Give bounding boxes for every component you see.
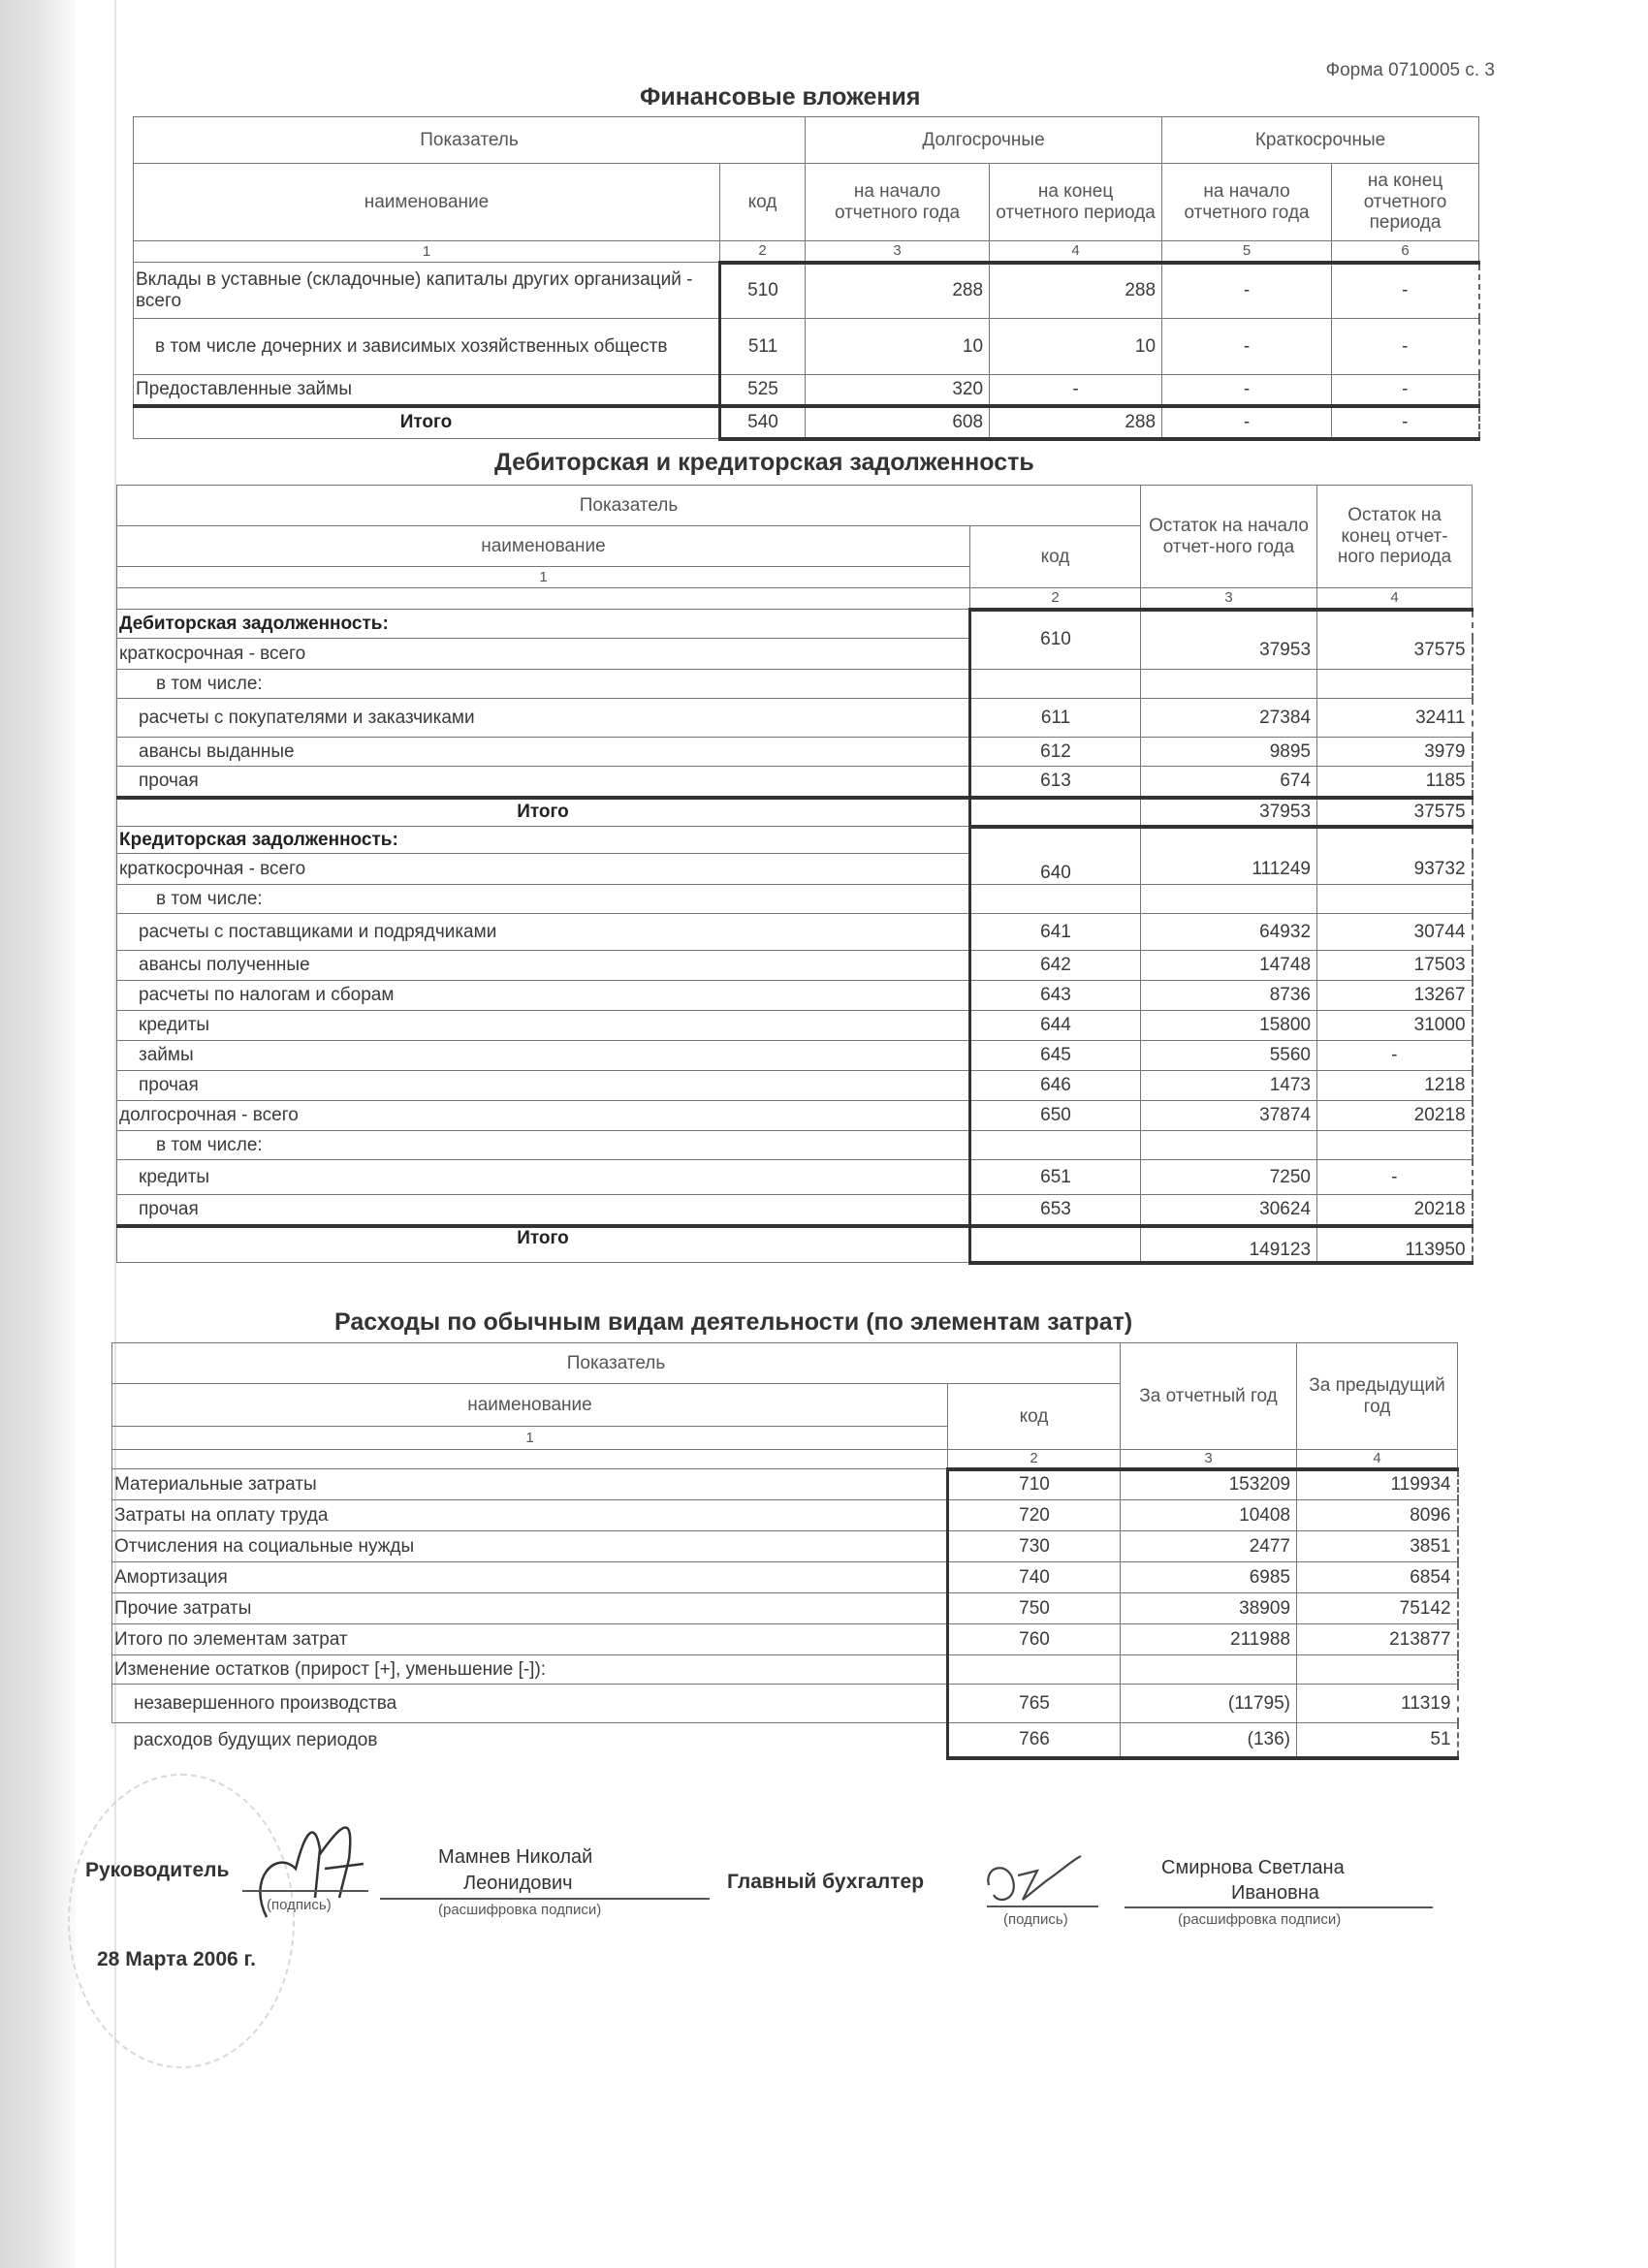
head-name-line — [380, 1898, 710, 1900]
header-short-term: Краткосрочные — [1162, 117, 1479, 164]
row-end: 93732 — [1317, 827, 1473, 885]
col-index: 3 — [1121, 1450, 1297, 1469]
row-lt-end: - — [990, 375, 1162, 406]
table-row — [117, 1071, 1473, 1101]
row-name: краткосрочная - всего — [117, 854, 970, 885]
row-start: 15800 — [1141, 1011, 1317, 1041]
accountant-signature-line — [987, 1906, 1098, 1907]
row-current: (136) — [1121, 1723, 1297, 1758]
row-st-end: - — [1332, 406, 1479, 439]
row-name: прочая — [117, 1195, 970, 1226]
row-name: прочая — [117, 1071, 970, 1101]
row-end: 37575 — [1317, 610, 1473, 670]
row-code: 760 — [948, 1624, 1121, 1655]
accountant-decode-caption: (расшифровка подписи) — [1178, 1911, 1342, 1928]
receivables-heading: Дебиторская задолженность: — [117, 610, 970, 639]
col-index: 4 — [1317, 588, 1473, 610]
fin-investments-title: Финансовые вложения — [640, 83, 921, 110]
table-row — [112, 1685, 1458, 1723]
row-lt-start: 608 — [806, 406, 990, 439]
row-start: 14748 — [1141, 951, 1317, 981]
row-previous: 75142 — [1297, 1593, 1458, 1624]
head-name-line2: Леонидович — [463, 1873, 573, 1894]
fin-investments-table — [133, 116, 1480, 441]
head-label: Руководитель — [85, 1859, 230, 1881]
table-row — [117, 914, 1473, 951]
row-start: 64932 — [1141, 914, 1317, 951]
row-lt-end: 288 — [990, 406, 1162, 439]
row-end: 17503 — [1317, 951, 1473, 981]
table-row — [117, 1160, 1473, 1195]
row-code: 750 — [948, 1593, 1121, 1624]
row-name: Прочие затраты — [112, 1593, 948, 1624]
row-end: 13267 — [1317, 981, 1473, 1011]
header-code: код — [970, 526, 1141, 588]
header-code: код — [720, 164, 806, 241]
row-current: 153209 — [1121, 1469, 1297, 1500]
table-row — [134, 263, 1479, 319]
row-code: 766 — [948, 1723, 1121, 1758]
row-name: расходов будущих периодов — [112, 1723, 948, 1758]
row-name: незавершенного производства — [112, 1685, 948, 1723]
col-index: 1 — [134, 241, 720, 263]
row-code: 650 — [970, 1101, 1141, 1131]
table-row — [117, 670, 1473, 699]
head-signature-caption: (подпись) — [267, 1897, 332, 1913]
row-name: краткосрочная - всего — [117, 639, 970, 670]
row-name: в том числе дочерних и зависимых хозяйственных обществ — [134, 319, 720, 375]
row-previous: 213877 — [1297, 1624, 1458, 1655]
signature-date: 28 Марта 2006 г. — [97, 1948, 257, 1970]
row-current: 10408 — [1121, 1500, 1297, 1531]
head-name-line1: Мамнев Николай — [438, 1846, 593, 1868]
row-st-start: - — [1162, 319, 1332, 375]
row-start: 1473 — [1141, 1071, 1317, 1101]
row-current: 6985 — [1121, 1562, 1297, 1593]
row-previous: 6854 — [1297, 1562, 1458, 1593]
head-decode-caption: (расшифровка подписи) — [438, 1902, 602, 1918]
row-code: 525 — [720, 375, 806, 406]
row-end: 3979 — [1317, 738, 1473, 767]
row-name: расчеты с покупателями и заказчиками — [117, 699, 970, 738]
table-row — [117, 699, 1473, 738]
row-code: 610 — [970, 610, 1141, 670]
col-index: 3 — [1141, 588, 1317, 610]
scan-binding-edge — [0, 0, 76, 2268]
table-row-total — [117, 798, 1473, 827]
row-st-start: - — [1162, 263, 1332, 319]
table-row-total — [134, 406, 1479, 439]
row-end: 30744 — [1317, 914, 1473, 951]
row-code: 740 — [948, 1562, 1121, 1593]
table-row — [117, 1011, 1473, 1041]
row-name: Итого — [117, 1226, 970, 1263]
header-indicator: Показатель — [117, 486, 1141, 526]
header-code: код — [948, 1384, 1121, 1450]
table-row — [112, 1655, 1458, 1685]
chief-accountant-label: Главный бухгалтер — [727, 1871, 925, 1893]
row-code: 642 — [970, 951, 1141, 981]
header-long-term: Долгосрочные — [806, 117, 1162, 164]
table-row — [117, 981, 1473, 1011]
row-end: - — [1317, 1041, 1473, 1071]
row-code: 511 — [720, 319, 806, 375]
row-st-end: - — [1332, 375, 1479, 406]
header-st-start: на начало отчетного года — [1162, 164, 1332, 241]
row-code: 641 — [970, 914, 1141, 951]
col-index: 2 — [948, 1450, 1121, 1469]
header-start: Остаток на начало отчет-ного года — [1141, 486, 1317, 588]
accountant-name-line — [1125, 1906, 1433, 1908]
row-end: 20218 — [1317, 1195, 1473, 1226]
row-name: долгосрочная - всего — [117, 1101, 970, 1131]
header-name: наименование — [134, 164, 720, 241]
row-name: Итого — [117, 798, 970, 827]
row-code: 645 — [970, 1041, 1141, 1071]
row-st-end: - — [1332, 319, 1479, 375]
row-end: 1185 — [1317, 767, 1473, 798]
row-name: авансы выданные — [117, 738, 970, 767]
form-reference: Форма 0710005 с. 3 — [1325, 60, 1495, 80]
row-name: Вклады в уставные (складочные) капиталы других организаций - всего — [134, 263, 720, 319]
row-previous: 11319 — [1297, 1685, 1458, 1723]
row-start: 7250 — [1141, 1160, 1317, 1195]
table-row — [112, 1593, 1458, 1624]
table-row — [112, 1531, 1458, 1562]
row-code: 612 — [970, 738, 1141, 767]
header-indicator: Показатель — [134, 117, 806, 164]
row-name: Амортизация — [112, 1562, 948, 1593]
row-start: 8736 — [1141, 981, 1317, 1011]
row-end: 20218 — [1317, 1101, 1473, 1131]
row-code: 640 — [970, 827, 1141, 885]
header-name: наименование — [117, 526, 970, 567]
row-start: 111249 — [1141, 827, 1317, 885]
row-end: 37575 — [1317, 798, 1473, 827]
row-name: Предоставленные займы — [134, 375, 720, 406]
row-end: 113950 — [1317, 1226, 1473, 1263]
row-code: 646 — [970, 1071, 1141, 1101]
expenses-table — [111, 1342, 1459, 1760]
table-row — [134, 375, 1479, 406]
table-row — [112, 1624, 1458, 1655]
col-index: 6 — [1332, 241, 1479, 263]
row-st-end: - — [1332, 263, 1479, 319]
row-code: 653 — [970, 1195, 1141, 1226]
row-end: - — [1317, 1160, 1473, 1195]
row-name: Итого — [134, 406, 720, 439]
receivables-payables-title: Дебиторская и кредиторская задолженность — [494, 449, 1034, 476]
row-start: 37953 — [1141, 610, 1317, 670]
expenses-title: Расходы по обычным видам деятельности (по элементам затрат) — [334, 1308, 1133, 1336]
row-code: 540 — [720, 406, 806, 439]
row-name: прочая — [117, 767, 970, 798]
row-previous: 51 — [1297, 1723, 1458, 1758]
header-end: Остаток на конец отчет-ного периода — [1317, 486, 1473, 588]
table-row — [112, 1562, 1458, 1593]
row-current: 211988 — [1121, 1624, 1297, 1655]
col-index: 2 — [720, 241, 806, 263]
header-lt-end: на конец отчетного периода — [990, 164, 1162, 241]
row-current: 38909 — [1121, 1593, 1297, 1624]
row-name: Материальные затраты — [112, 1469, 948, 1500]
section-heading-payables — [117, 827, 1473, 854]
row-name: расчеты с поставщиками и подрядчиками — [117, 914, 970, 951]
row-name: займы — [117, 1041, 970, 1071]
col-index: 3 — [806, 241, 990, 263]
table-row — [117, 951, 1473, 981]
header-name: наименование — [112, 1384, 948, 1427]
row-name: расчеты по налогам и сборам — [117, 981, 970, 1011]
row-sub: в том числе: — [117, 1131, 970, 1160]
table-row — [117, 1101, 1473, 1131]
table-row — [112, 1469, 1458, 1500]
table-row — [117, 1195, 1473, 1226]
row-start: 37874 — [1141, 1101, 1317, 1131]
head-signature-line — [242, 1890, 368, 1892]
accountant-name-line1: Смирнова Светлана — [1161, 1857, 1345, 1878]
header-indicator: Показатель — [112, 1343, 1121, 1384]
header-previous: За предыдущий год — [1297, 1343, 1458, 1450]
accountant-name-line2: Ивановна — [1231, 1882, 1319, 1904]
row-current: (11795) — [1121, 1685, 1297, 1723]
row-code: 613 — [970, 767, 1141, 798]
table-row — [117, 1041, 1473, 1071]
table-row — [117, 1131, 1473, 1160]
col-index: 4 — [1297, 1450, 1458, 1469]
row-lt-end: 288 — [990, 263, 1162, 319]
accountant-signature-caption: (подпись) — [1003, 1911, 1068, 1928]
header-st-end: на конец отчетного периода — [1332, 164, 1479, 241]
row-name: Итого по элементам затрат — [112, 1624, 948, 1655]
row-sub: в том числе: — [117, 885, 970, 914]
table-row — [117, 767, 1473, 798]
row-end: 1218 — [1317, 1071, 1473, 1101]
row-previous: 119934 — [1297, 1469, 1458, 1500]
col-index: 2 — [970, 588, 1141, 610]
row-lt-end: 10 — [990, 319, 1162, 375]
header-lt-start: на начало отчетного года — [806, 164, 990, 241]
table-row — [134, 319, 1479, 375]
row-lt-start: 320 — [806, 375, 990, 406]
row-current: 2477 — [1121, 1531, 1297, 1562]
row-start: 149123 — [1141, 1226, 1317, 1263]
row-code: 644 — [970, 1011, 1141, 1041]
table-row — [112, 1500, 1458, 1531]
change-heading: Изменение остатков (прирост [+], уменьшение [-]): — [112, 1655, 948, 1685]
row-name: кредиты — [117, 1160, 970, 1195]
row-lt-start: 10 — [806, 319, 990, 375]
row-start: 9895 — [1141, 738, 1317, 767]
row-previous: 3851 — [1297, 1531, 1458, 1562]
col-index: 5 — [1162, 241, 1332, 263]
row-start: 30624 — [1141, 1195, 1317, 1226]
row-code: 730 — [948, 1531, 1121, 1562]
row-start: 5560 — [1141, 1041, 1317, 1071]
row-st-start: - — [1162, 375, 1332, 406]
row-end: 31000 — [1317, 1011, 1473, 1041]
row-code: 765 — [948, 1685, 1121, 1723]
row-st-start: - — [1162, 406, 1332, 439]
row-end: 32411 — [1317, 699, 1473, 738]
row-name: Отчисления на социальные нужды — [112, 1531, 948, 1562]
row-code: 510 — [720, 263, 806, 319]
row-sub: в том числе: — [117, 670, 970, 699]
table-row — [117, 885, 1473, 914]
row-code: 720 — [948, 1500, 1121, 1531]
row-name: кредиты — [117, 1011, 970, 1041]
receivables-payables-table — [116, 485, 1474, 1265]
table-row — [112, 1723, 1458, 1758]
col-index: 4 — [990, 241, 1162, 263]
row-previous: 8096 — [1297, 1500, 1458, 1531]
row-code: 710 — [948, 1469, 1121, 1500]
table-row — [117, 738, 1473, 767]
section-heading-receivables — [117, 610, 1473, 639]
row-start: 37953 — [1141, 798, 1317, 827]
accountant-signature-icon — [979, 1846, 1086, 1914]
row-start: 674 — [1141, 767, 1317, 798]
row-start: 27384 — [1141, 699, 1317, 738]
row-lt-start: 288 — [806, 263, 990, 319]
row-code: 643 — [970, 981, 1141, 1011]
row-name: Затраты на оплату труда — [112, 1500, 948, 1531]
col-index: 1 — [112, 1427, 948, 1450]
col-index: 1 — [117, 567, 970, 588]
row-name: авансы полученные — [117, 951, 970, 981]
header-current: За отчетный год — [1121, 1343, 1297, 1450]
payables-heading: Кредиторская задолженность: — [117, 827, 970, 854]
row-code: 611 — [970, 699, 1141, 738]
table-row-total — [117, 1226, 1473, 1263]
row-code: 651 — [970, 1160, 1141, 1195]
